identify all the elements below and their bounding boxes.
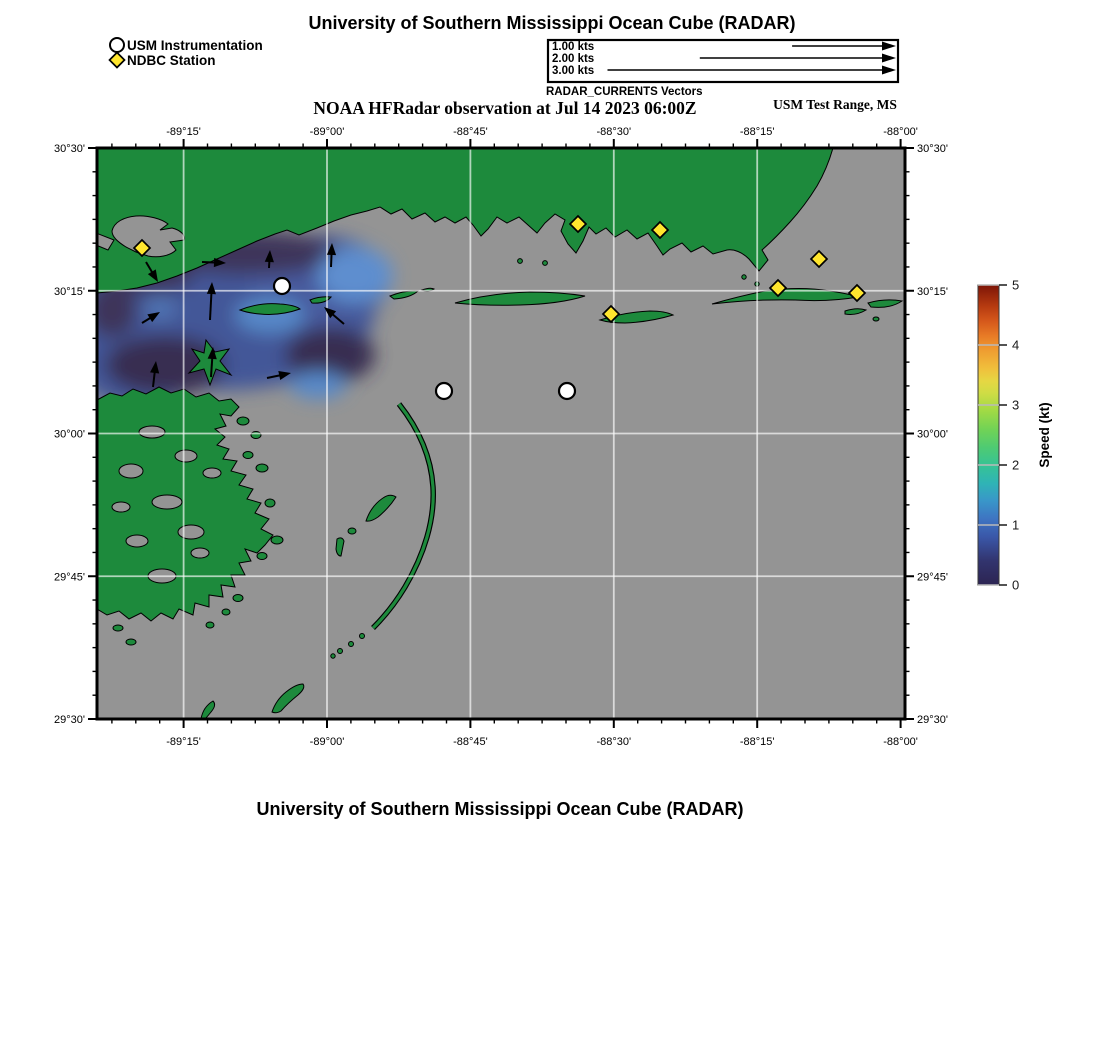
page-title: University of Southern Mississippi Ocean Cube (RADAR): [308, 13, 796, 33]
footer-title: University of Southern Mississippi Ocean Cube (RADAR): [256, 799, 744, 819]
vector-scale-caption: RADAR_CURRENTS Vectors: [546, 86, 703, 98]
ndbc-legend-label: NDBC Station: [127, 53, 216, 68]
lon-tick-label: -88°45': [453, 126, 488, 138]
ndbc-station-legend-icon: [110, 53, 125, 68]
lon-tick-label: -88°00': [883, 736, 918, 748]
region-label: USM Test Range, MS: [773, 97, 897, 112]
usm-instrument-marker: [559, 383, 575, 399]
usm-legend-label: USM Instrumentation: [127, 38, 263, 53]
lat-tick-label: 30°30': [54, 143, 85, 155]
usm-instrument-legend-icon: [110, 38, 124, 52]
scale-row-label: 1.00 kts: [552, 41, 595, 53]
lat-tick-label: 29°45': [917, 571, 948, 584]
lat-tick-label: 30°00': [54, 428, 85, 441]
lat-tick-label: 30°00': [917, 428, 948, 441]
map-panel: [54, 126, 948, 748]
observation-subtitle: NOAA HFRadar observation at Jul 14 2023 06:00Z: [313, 98, 697, 118]
lon-tick-label: -89°00': [309, 736, 345, 748]
lon-tick-label: -88°45': [453, 736, 488, 748]
colorbar-tick-label: 3: [1012, 397, 1020, 413]
colorbar-tick-label: 2: [1012, 457, 1020, 473]
scale-row-label: 2.00 kts: [552, 53, 595, 65]
lat-tick-label: 30°30': [917, 143, 948, 155]
scale-row-label: 3.00 kts: [552, 65, 595, 77]
usm-instrument-marker: [436, 383, 452, 399]
colorbar-gradient: [978, 285, 999, 585]
lon-tick-label: -89°00': [309, 126, 345, 138]
lat-tick-label: 30°15': [54, 285, 85, 298]
vector-scale-box: [546, 40, 898, 98]
lon-tick-label: -88°15': [739, 736, 775, 748]
colorbar-tick-label: 4: [1012, 337, 1020, 353]
colorbar-title: Speed (kt): [1037, 402, 1052, 468]
colorbar: [978, 278, 1052, 593]
lat-tick-label: 30°15': [917, 285, 948, 298]
lon-tick-label: -88°30': [596, 126, 632, 138]
marker-legend: [110, 38, 263, 68]
colorbar-tick-label: 1: [1012, 517, 1020, 533]
colorbar-tick-label: 0: [1012, 577, 1020, 593]
usm-instrument-marker: [274, 278, 290, 294]
lon-tick-label: -88°00': [883, 126, 918, 138]
lat-tick-label: 29°30': [917, 714, 948, 727]
lat-tick-label: 29°30': [54, 714, 85, 727]
lon-tick-label: -89°15': [166, 126, 201, 138]
colorbar-tick-label: 5: [1012, 277, 1020, 293]
lon-tick-label: -89°15': [166, 736, 201, 748]
lat-tick-label: 29°45': [54, 571, 85, 584]
lon-tick-label: -88°15': [739, 126, 775, 138]
lon-tick-label: -88°30': [596, 736, 632, 748]
